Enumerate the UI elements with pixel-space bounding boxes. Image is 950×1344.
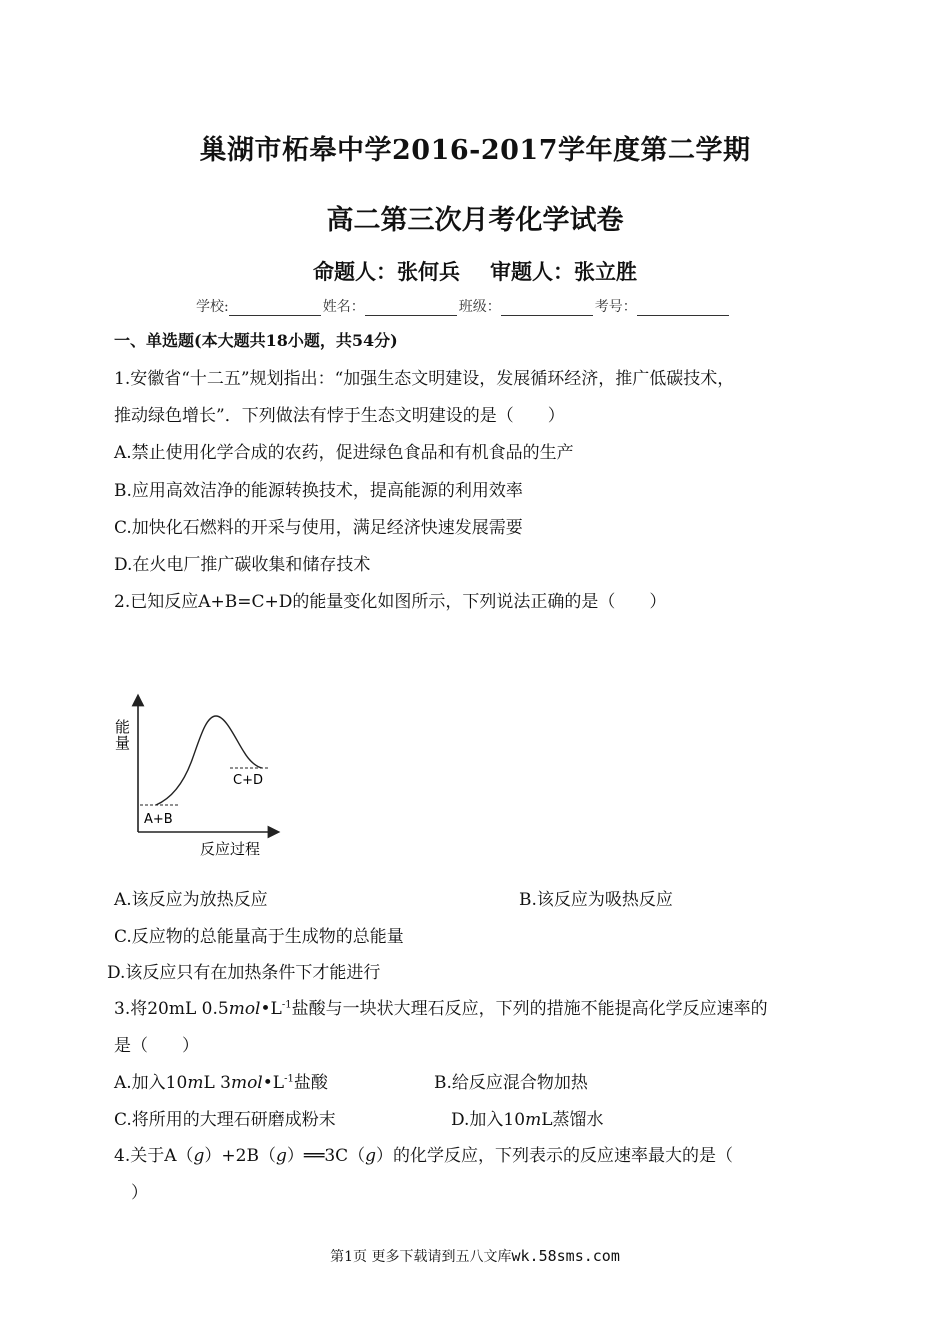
q2-stem: 2.已知反应A+B=C+D的能量变化如图所示，下列说法正确的是（ ）	[114, 592, 667, 612]
q1-option-b: B.应用高效洁净的能源转换技术，提高能源的利用效率	[114, 481, 523, 501]
school-blank[interactable]	[229, 301, 321, 316]
exam-title-line1: 巢湖市柘皋中学2016-2017学年度第二学期	[199, 135, 751, 166]
authors-line	[0, 256, 950, 286]
q3-option-b: B.给反应混合物加热	[434, 1073, 588, 1093]
page-footer	[0, 1246, 950, 1266]
number-blank[interactable]	[637, 301, 729, 316]
q4-stem-line1: 4.关于A（g）+2B（g）══3C（g）的化学反应，下列表示的反应速率最大的是（	[114, 1146, 734, 1166]
school-label: 学校:	[196, 299, 229, 315]
q3-stem-line2: 是（ ）	[114, 1036, 199, 1056]
exam-title-line2: 高二第三次月考化学试卷	[326, 205, 624, 236]
section-title: 一、单选题(本大题共18小题，共54分)	[114, 331, 398, 350]
q1-option-c: C.加快化石燃料的开采与使用，满足经济快速发展需要	[114, 518, 523, 538]
q2-option-b: B.该反应为吸热反应	[519, 890, 673, 910]
energy-diagram	[112, 690, 292, 865]
footer-text: 第1页 更多下载请到五八文库	[330, 1249, 512, 1265]
q3-option-a: A.加入10mL $3mol•L^{-1}$盐酸	[114, 1073, 328, 1093]
q3-option-d: D.加入10mL蒸馏水	[451, 1110, 604, 1130]
q3-option-c: C.将所用的大理石研磨成粉末	[114, 1110, 336, 1130]
q2-option-a: A.该反应为放热反应	[114, 890, 268, 910]
y-axis-label-char1: 能	[115, 718, 131, 736]
footer-site-link[interactable]: wk.58sms.com	[511, 1247, 620, 1265]
y-axis-label-char2: 量	[115, 734, 131, 752]
author-reviewer: 审题人：张立胜	[490, 259, 637, 284]
student-info-line	[196, 296, 731, 316]
name-blank[interactable]	[365, 301, 457, 316]
q3-stem-line1: 3.将20mL $0.5mol•L^{-1}$盐酸与一块状大理石反应，下列的措施不能提高化学反应速率的	[114, 999, 768, 1019]
x-axis-label: 反应过程	[200, 840, 261, 858]
class-label: 班级：	[458, 299, 501, 315]
q1-stem-line1: 1.安徽省“十二五”规划指出：“加强生态文明建设，发展循环经济，推广低碳技术，	[114, 369, 735, 389]
q4-stem-line2: ）	[131, 1183, 148, 1203]
product-label: C+D	[233, 773, 263, 788]
name-label: 姓名：	[322, 299, 365, 315]
reactant-label: A+B	[144, 812, 173, 827]
q2-option-d: D.该反应只有在加热条件下才能进行	[107, 963, 381, 983]
class-blank[interactable]	[501, 301, 593, 316]
author-proposer: 命题人：张何兵	[313, 259, 460, 284]
number-label: 考号：	[594, 299, 637, 315]
q1-option-d: D.在火电厂推广碳收集和储存技术	[114, 555, 371, 575]
q1-stem-line2: 推动绿色增长”．下列做法有悖于生态文明建设的是（ ）	[114, 406, 565, 426]
q1-option-a: A.禁止使用化学合成的农药，促进绿色食品和有机食品的生产	[114, 443, 574, 463]
energy-curve	[156, 716, 262, 805]
q2-option-c: C.反应物的总能量高于生成物的总能量	[114, 927, 404, 947]
